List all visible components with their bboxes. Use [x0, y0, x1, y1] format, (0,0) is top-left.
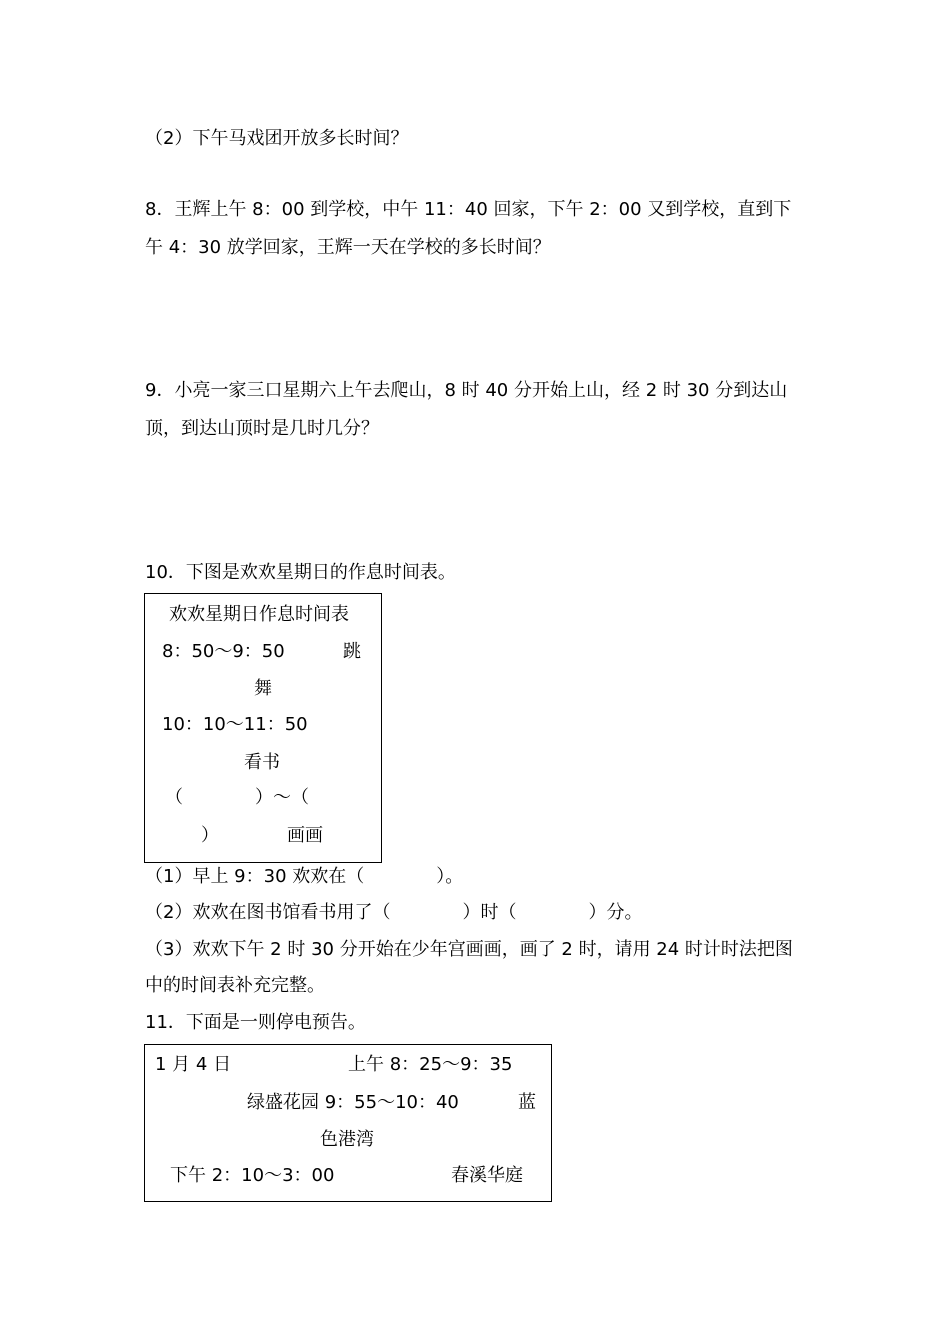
schedule-title: 欢欢星期日作息时间表	[169, 604, 349, 625]
schedule-row1-activity-b: 舞	[254, 678, 272, 699]
q10-sub3-line1: （3）欢欢下午 2 时 30 分开始在少年宫画画，画了 2 时，请用 24 时计时法把图	[145, 939, 793, 960]
notice-date: 1 月 4 日	[155, 1054, 232, 1075]
q10-intro: 10．下图是欢欢星期日的作息时间表。	[145, 562, 456, 583]
schedule-row2-activity: 看书	[244, 752, 280, 773]
notice-place-c: 春溪华庭	[451, 1165, 523, 1186]
q9-line2: 顶，到达山顶时是几时几分？	[145, 418, 379, 439]
q8-line2: 午 4：30 放学回家，王辉一天在学校的多长时间？	[145, 237, 551, 258]
notice-place-b: 色港湾	[320, 1129, 374, 1150]
schedule-row1-time: 8：50～9：50	[162, 641, 285, 662]
q9-line1: 9．小亮一家三口星期六上午去爬山，8 时 40 分开始上山，经 2 时 30 分到达山	[145, 380, 788, 401]
q8-line1: 8．王辉上午 8：00 到学校，中午 11：40 回家，下午 2：00 又到学校，直到下	[145, 199, 792, 220]
schedule-row3-blank-b: ）	[201, 825, 219, 846]
notice-place-a: 蓝	[518, 1092, 536, 1113]
notice-time2: 绿盛花园 9：55～10：40	[247, 1092, 459, 1113]
schedule-row2-time: 10：10～11：50	[162, 714, 308, 735]
q11-intro: 11．下面是一则停电预告。	[145, 1012, 366, 1033]
q10-sub2: （2）欢欢在图书馆看书用了（ ）时（ ）分。	[145, 902, 643, 923]
schedule-row3-activity: 画画	[287, 825, 323, 846]
q10-sub1: （1）早上 9：30 欢欢在（ ）。	[145, 866, 464, 887]
schedule-row3-blank-a: （ ）～（	[165, 787, 309, 808]
q10-sub3-line2: 中的时间表补充完整。	[145, 975, 325, 996]
notice-pm-time: 下午 2：10～3：00	[170, 1165, 335, 1186]
q7-sub2: （2）下午马戏团开放多长时间？	[145, 128, 409, 149]
notice-am-time: 上午 8：25～9：35	[348, 1054, 513, 1075]
schedule-row1-activity-a: 跳	[343, 641, 361, 662]
outage-notice	[144, 1044, 552, 1202]
schedule-table	[144, 593, 382, 863]
